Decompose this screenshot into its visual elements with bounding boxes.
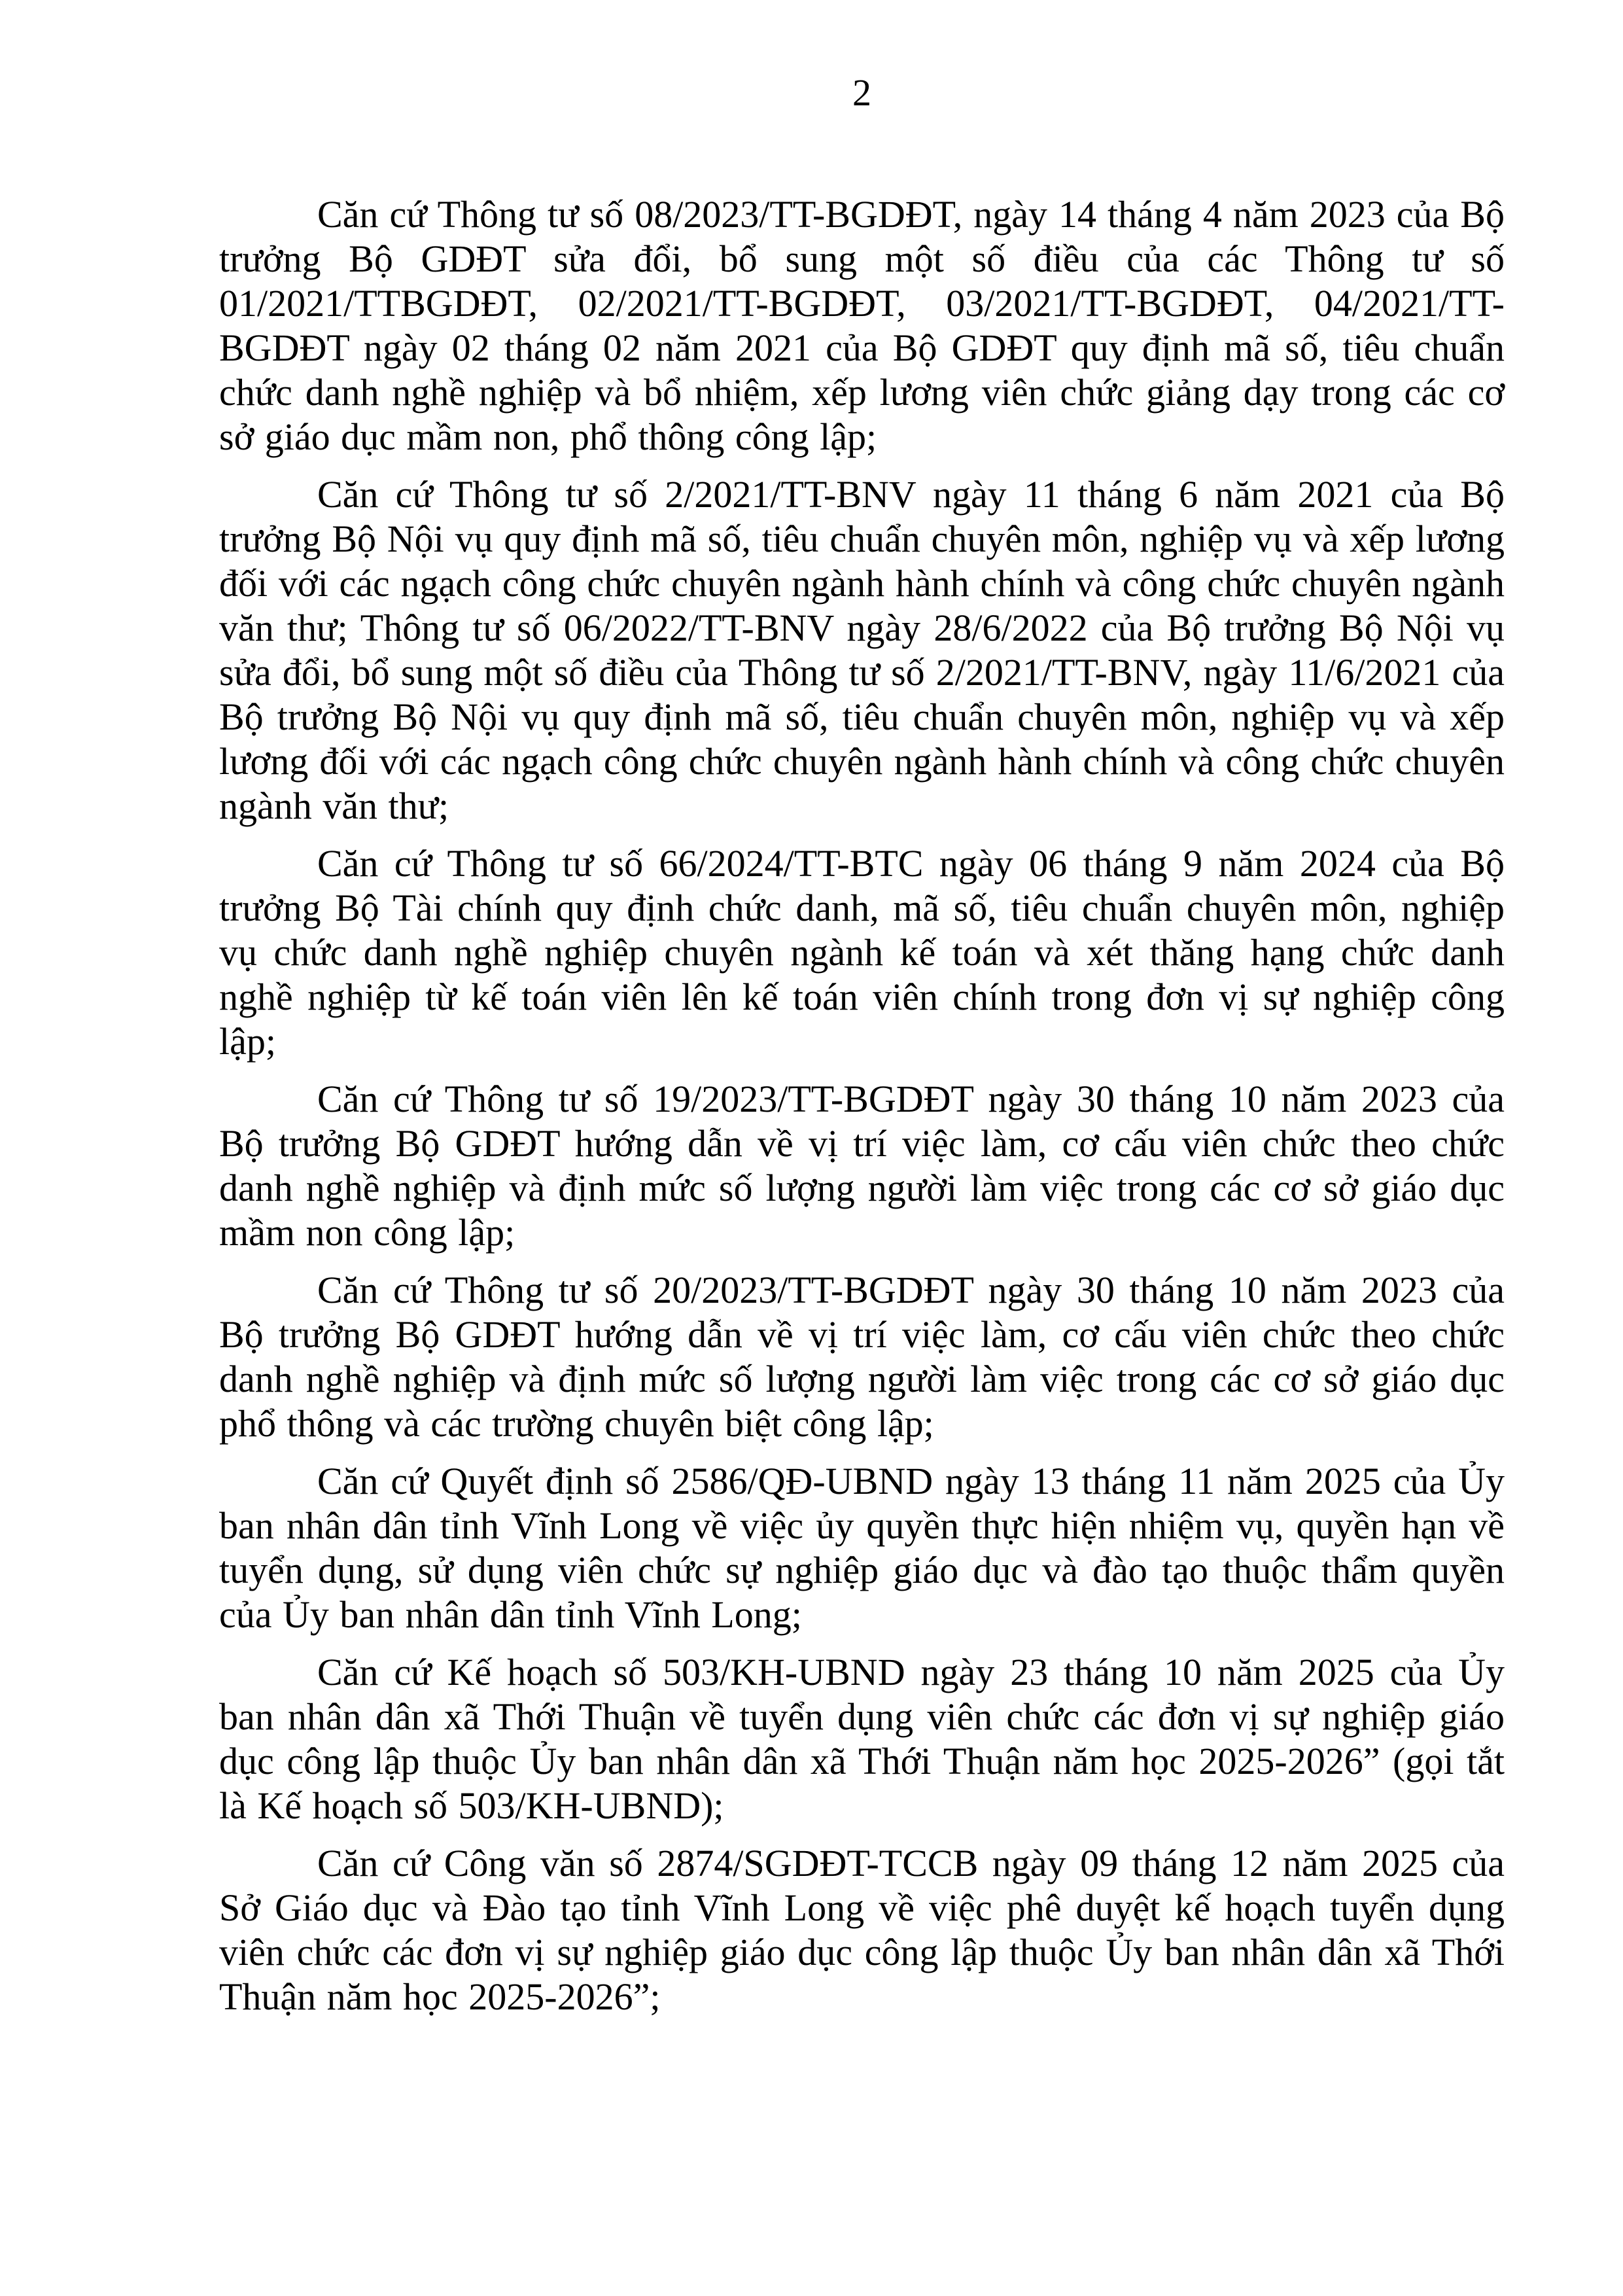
paragraph: Căn cứ Thông tư số 08/2023/TT-BGDĐT, ngày 14 tháng 4 năm 2023 của Bộ trưởng Bộ GDĐT sửa đổi, bổ sung một số điều của các Thông tư số 01/2021/TTBGDĐT, 02/2021/TT-BGDĐT, 03/2021/TT-BGDĐT, 04/2021/TT-BGDĐT ngày 02 tháng 02 năm 2021 của Bộ GDĐT quy định mã số, tiêu chuẩn chức danh nghề nghiệp và bổ nhiệm, xếp lương viên chức giảng dạy trong các cơ sở giáo dục mầm non, phổ thông công lập; (219, 193, 1505, 458)
document-body (219, 192, 1505, 2032)
paragraph: Căn cứ Thông tư số 20/2023/TT-BGDĐT ngày 30 tháng 10 năm 2023 của Bộ trưởng Bộ GDĐT hướng dẫn về vị trí việc làm, cơ cấu viên chức theo chức danh nghề nghiệp và định mức số lượng người làm việc trong các cơ sở giáo dục phổ thông và các trường chuyên biệt công lập; (219, 1269, 1505, 1445)
paragraph: Căn cứ Kế hoạch số 503/KH-UBND ngày 23 tháng 10 năm 2025 của Ủy ban nhân dân xã Thới Thuận về tuyển dụng viên chức các đơn vị sự nghiệp giáo dục công lập thuộc Ủy ban nhân dân xã Thới Thuận năm học 2025-2026” (gọi tắt là Kế hoạch số 503/KH-UBND); (219, 1651, 1505, 1827)
paragraph: Căn cứ Thông tư số 66/2024/TT-BTC ngày 06 tháng 9 năm 2024 của Bộ trưởng Bộ Tài chính quy định chức danh, mã số, tiêu chuẩn chuyên môn, nghiệp vụ chức danh nghề nghiệp chuyên ngành kế toán và xét thăng hạng chức danh nghề nghiệp từ kế toán viên lên kế toán viên chính trong đơn vị sự nghiệp công lập; (219, 842, 1505, 1063)
paragraph: Căn cứ Quyết định số 2586/QĐ-UBND ngày 13 tháng 11 năm 2025 của Ủy ban nhân dân tỉnh Vĩnh Long về việc ủy quyền thực hiện nhiệm vụ, quyền hạn về tuyển dụng, sử dụng viên chức sự nghiệp giáo dục và đào tạo thuộc thẩm quyền của Ủy ban nhân dân tỉnh Vĩnh Long; (219, 1460, 1505, 1636)
paragraph: Căn cứ Thông tư số 19/2023/TT-BGDĐT ngày 30 tháng 10 năm 2023 của Bộ trưởng Bộ GDĐT hướng dẫn về vị trí việc làm, cơ cấu viên chức theo chức danh nghề nghiệp và định mức số lượng người làm việc trong các cơ sở giáo dục mầm non công lập; (219, 1078, 1505, 1254)
page-number: 2 (852, 71, 871, 114)
paragraph: Căn cứ Công văn số 2874/SGDĐT-TCCB ngày 09 tháng 12 năm 2025 của Sở Giáo dục và Đào tạo tỉnh Vĩnh Long về việc phê duyệt kế hoạch tuyển dụng viên chức các đơn vị sự nghiệp giáo dục công lập thuộc Ủy ban nhân dân xã Thới Thuận năm học 2025-2026”; (219, 1842, 1505, 2018)
paragraph: Căn cứ Thông tư số 2/2021/TT-BNV ngày 11 tháng 6 năm 2021 của Bộ trưởng Bộ Nội vụ quy định mã số, tiêu chuẩn chuyên môn, nghiệp vụ và xếp lương đối với các ngạch công chức chuyên ngành hành chính và công chức chuyên ngành văn thư; Thông tư số 06/2022/TT-BNV ngày 28/6/2022 của Bộ trưởng Bộ Nội vụ sửa đổi, bổ sung một số điều của Thông tư số 2/2021/TT-BNV, ngày 11/6/2021 của Bộ trưởng Bộ Nội vụ quy định mã số, tiêu chuẩn chuyên môn, nghiệp vụ và xếp lương đối với các ngạch công chức chuyên ngành hành chính và công chức chuyên ngành văn thư; (219, 473, 1505, 827)
